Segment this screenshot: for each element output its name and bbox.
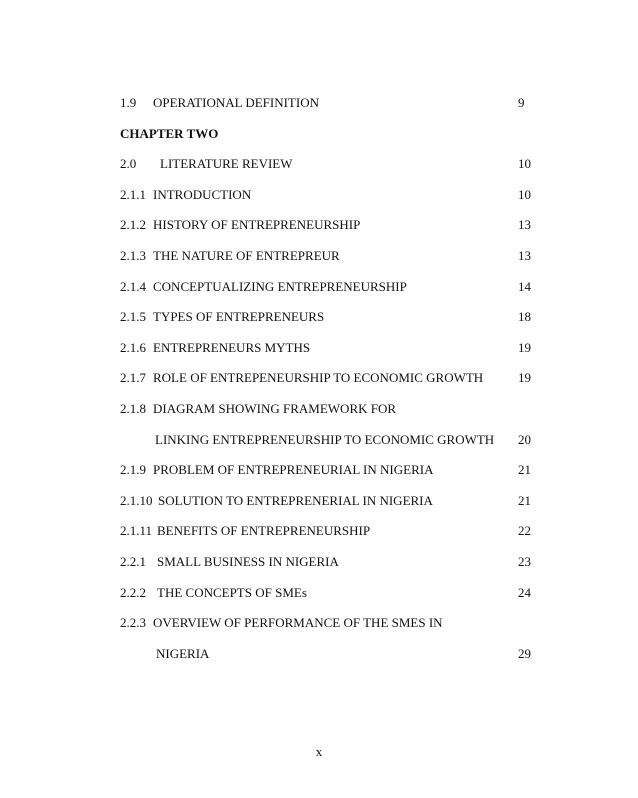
table-of-contents <box>120 94 540 675</box>
toc-entry <box>120 614 540 645</box>
toc-entry <box>120 94 540 125</box>
entry-page: 24 <box>518 584 531 600</box>
entry-number: 2.1.6 <box>120 339 146 355</box>
toc-entry <box>120 492 540 523</box>
page-number-footer: x <box>315 744 323 759</box>
entry-page: 19 <box>518 370 531 386</box>
entry-number: 2.1.2 <box>120 217 146 233</box>
entry-title: NIGERIA <box>156 645 210 661</box>
entry-title: LINKING ENTREPRENEURSHIP TO ECONOMIC GROWTH <box>155 431 495 447</box>
entry-number: 2.1.5 <box>120 309 146 325</box>
entry-title: ENTREPRENEURS MYTHS <box>153 339 311 355</box>
entry-title: THE CONCEPTS OF SMEs <box>157 584 307 600</box>
entry-page: 10 <box>518 186 531 202</box>
entry-title: INTRODUCTION <box>153 186 252 202</box>
entry-page: 13 <box>518 217 531 233</box>
chapter-heading-row <box>120 125 540 156</box>
toc-entry-continuation <box>120 431 540 462</box>
entry-number: 2.1.4 <box>120 278 146 294</box>
entry-page: 23 <box>518 553 531 569</box>
entry-title: TYPES OF ENTREPRENEURS <box>153 309 325 325</box>
entry-page: 18 <box>518 309 531 325</box>
entry-number: 2.0 <box>120 156 137 172</box>
entry-number: 2.1.1 <box>120 186 146 202</box>
entry-title: ROLE OF ENTREPENEURSHIP TO ECONOMIC GROWTH <box>153 370 484 386</box>
toc-entry <box>120 247 540 278</box>
entry-page: 20 <box>518 431 531 447</box>
entry-page: 14 <box>518 278 531 294</box>
entry-number: 2.1.9 <box>120 462 146 478</box>
toc-entry <box>120 186 540 217</box>
toc-entry <box>120 553 540 584</box>
entry-page: 13 <box>518 247 531 263</box>
entry-number: 1.9 <box>120 95 137 110</box>
entry-page: 10 <box>518 156 531 172</box>
entry-title: SOLUTION TO ENTREPRENERIAL IN NIGERIA <box>158 492 433 508</box>
entry-page: 19 <box>518 339 531 355</box>
entry-title: CONCEPTUALIZING ENTREPRENEURSHIP <box>153 278 407 294</box>
entry-title: OVERVIEW OF PERFORMANCE OF THE SMES IN <box>153 615 443 631</box>
entry-number: 2.1.3 <box>120 247 146 263</box>
entry-page: 22 <box>518 523 531 539</box>
entry-title: THE NATURE OF ENTREPREUR <box>153 247 340 263</box>
toc-entry <box>120 369 540 400</box>
entry-page: 9 <box>518 95 525 110</box>
toc-entry <box>120 278 540 309</box>
entry-number: 2.1.11 <box>120 523 153 539</box>
toc-entry-continuation <box>120 645 540 676</box>
entry-number: 2.1.7 <box>120 370 146 386</box>
chapter-heading: CHAPTER TWO <box>120 125 219 141</box>
toc-entry <box>120 339 540 370</box>
entry-number: 2.2.3 <box>120 615 146 631</box>
toc-entry <box>120 308 540 339</box>
toc-entry <box>120 461 540 492</box>
entry-title: PROBLEM OF ENTREPRENEURIAL IN NIGERIA <box>153 462 434 478</box>
toc-entry <box>120 216 540 247</box>
entry-number: 2.2.1 <box>120 553 146 569</box>
entry-page: 21 <box>518 462 531 478</box>
entry-title: OPERATIONAL DEFINITION <box>153 95 319 110</box>
entry-title: BENEFITS OF ENTREPRENEURSHIP <box>157 523 371 539</box>
toc-entry <box>120 522 540 553</box>
toc-entry <box>120 155 540 186</box>
entry-page: 29 <box>518 645 531 661</box>
toc-entry <box>120 400 540 431</box>
entry-title: DIAGRAM SHOWING FRAMEWORK FOR <box>153 400 397 416</box>
entry-title: HISTORY OF ENTREPRENEURSHIP <box>153 217 361 233</box>
entry-number: 2.1.10 <box>120 492 153 508</box>
entry-page: 21 <box>518 492 531 508</box>
entry-title: LITERATURE REVIEW <box>160 156 293 172</box>
toc-entry <box>120 584 540 615</box>
entry-title: SMALL BUSINESS IN NIGERIA <box>157 553 339 569</box>
entry-number: 2.1.8 <box>120 400 146 416</box>
entry-number: 2.2.2 <box>120 584 146 600</box>
